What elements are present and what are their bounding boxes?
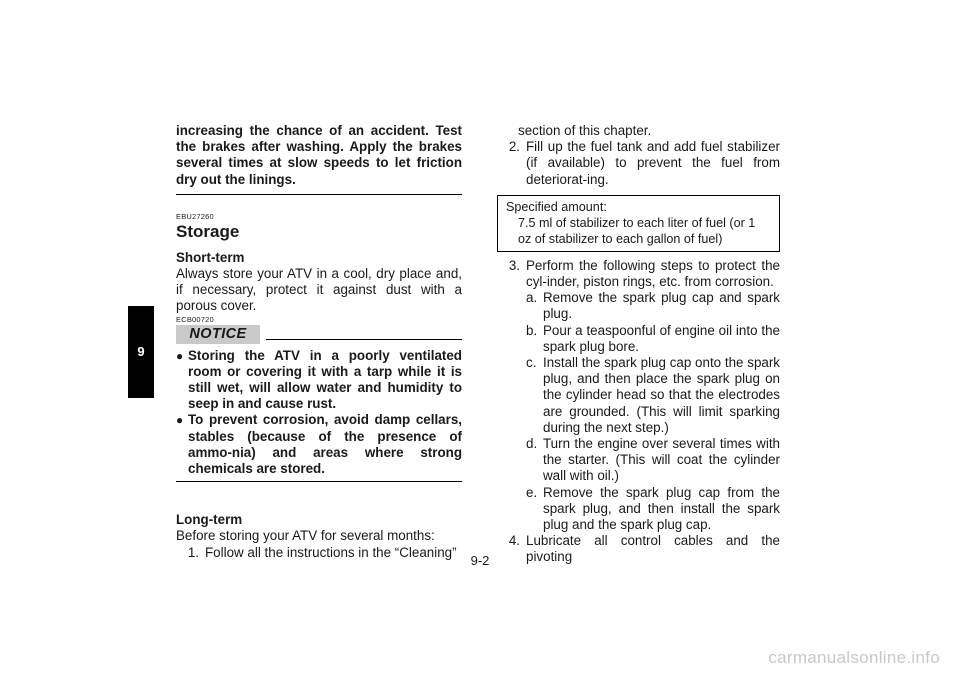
substep [526,355,780,436]
step-number: 1. [187,544,199,560]
bullet-icon: ● [176,348,184,363]
step-4 [497,533,780,565]
step-number: 2. [508,139,520,155]
notice-list [176,348,462,478]
notice-rule [266,339,462,340]
substep [526,290,780,322]
right-column [497,123,780,566]
step-text: Fill up the fuel tank and add fuel stabilizer (if available) to prevent the fuel from deteriorat-ing. [526,139,780,187]
section-code: EBU27260 [176,211,214,221]
short-term-heading: Short-term [176,249,245,265]
watermark: carmanualsonline.info [768,648,940,667]
chapter-tab [128,306,154,398]
notice-item [176,412,462,477]
notice-item-text: To prevent corrosion, avoid damp cellars, stables (because of the presence of ammo-nia) and areas where strong chemicals are stored. [188,412,462,477]
substep-letter: c. [526,355,537,371]
substep-text: Install the spark plug cap onto the spark plug, and then place the spark plug on the cylinder head so that the electrodes are grounded. (This will limit sparking during the next step.) [543,355,780,435]
substep-text: Remove the spark plug cap and spark plug. [543,290,780,322]
step-3 [497,258,780,290]
notice-badge: NOTICE [176,325,260,344]
step-1 [176,545,462,561]
notice-item-text: Storing the ATV in a poorly ventilated room or covering it with a tarp while it is still wet, will allow water and humidity to seep in and cause rust. [188,347,462,412]
substep-letter: a. [526,290,538,306]
substep-letter: d. [526,436,538,452]
step-1-continuation: section of this chapter. [518,123,652,138]
short-term-body: Always store your ATV in a cool, dry place and, if necessary, protect it against dust with a porous cover. [176,266,462,314]
long-term-intro: Before storing your ATV for several months: [176,528,435,544]
substep-letter: b. [526,322,538,338]
spec-label: Specified amount: [506,199,607,214]
step-number: 3. [508,257,520,273]
warning-end-rule [176,194,462,195]
left-column [176,123,462,561]
bullet-icon: ● [176,413,184,428]
spec-value: 7.5 ml of stabilizer to each liter of fuel (or 1 oz of stabilizer to each gallon of fuel) [518,215,756,246]
substep [526,436,780,485]
step-number: 4. [508,533,520,549]
substep-text: Pour a teaspoonful of engine oil into the spark plug bore. [543,322,780,354]
section-title: Storage [176,221,240,241]
substep-text: Remove the spark plug cap from the spark plug, and then install the spark plug and the spark plug cap. [543,484,780,533]
spec-box [497,195,780,252]
notice-code: ECB00720 [176,314,214,324]
notice-end-rule [176,481,462,482]
chapter-tab-number: 9 [137,343,145,359]
step-text: Follow all the instructions in the “Cleaning” [205,544,457,560]
step-text: Lubricate all control cables and the pivoting [526,533,780,565]
step-text: Perform the following steps to protect the cyl-inder, piston rings, etc. from corrosion. [526,257,780,290]
substep-letter: e. [526,484,538,500]
substep [526,323,780,355]
page-number: 9-2 [470,553,490,568]
long-term-heading: Long-term [176,512,243,528]
substep-text: Turn the engine over several times with the starter. (This will coat the cylinder wall with oil.) [543,436,780,484]
notice-header [176,325,462,344]
notice-item [176,348,462,413]
step-2 [497,139,780,188]
substep-list [497,290,780,533]
substep [526,485,780,534]
warning-continuation: increasing the chance of an accident. Test the brakes after washing. Apply the brakes several times at slow speeds to let friction dry out the linings. [176,123,462,187]
